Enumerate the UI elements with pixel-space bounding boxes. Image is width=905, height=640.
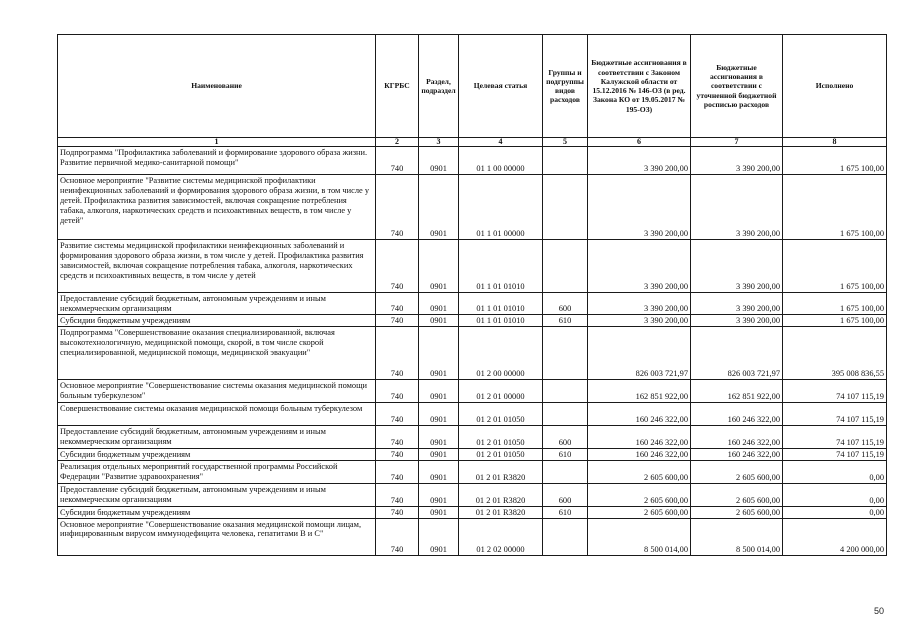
row-refined-amount: 3 390 200,00 <box>691 147 783 175</box>
row-kgrbs: 740 <box>376 460 419 483</box>
row-section: 0901 <box>419 425 459 448</box>
row-law-amount: 3 390 200,00 <box>588 175 691 240</box>
row-name: Субсидии бюджетным учреждениям <box>58 314 376 326</box>
header-law-allocations: Бюджетные ассигнования в соответствии с Законом Калужской области от 15.12.2016 № 146-ОЗ (в ред. Закона КО от 19.05.2017 № 195-ОЗ) <box>588 35 691 138</box>
row-done-amount: 1 675 100,00 <box>783 147 887 175</box>
row-name: Подпрограмма "Профилактика заболеваний и формирование здорового образа жизни. Развитие первичной медико-санитарной помощи" <box>58 147 376 175</box>
row-section: 0901 <box>419 293 459 315</box>
row-section: 0901 <box>419 147 459 175</box>
row-target: 01 2 00 00000 <box>459 326 543 379</box>
row-law-amount: 160 246 322,00 <box>588 402 691 425</box>
row-target: 01 1 01 00000 <box>459 175 543 240</box>
row-refined-amount: 2 605 600,00 <box>691 460 783 483</box>
row-kgrbs: 740 <box>376 506 419 518</box>
row-done-amount: 1 675 100,00 <box>783 314 887 326</box>
row-name: Совершенствование системы оказания медицинской помощи больным туберкулезом <box>58 402 376 425</box>
row-group <box>543 240 588 293</box>
row-name: Основное мероприятие "Развитие системы медицинской профилактики неинфекционных заболеваний и формирования здорового образа жизни, в том числе у детей. Профилактика развития зависимостей, включая сокращение потребления табака, алкоголя, наркотических средств и психоактивных веществ, в том числе у детей" <box>58 175 376 240</box>
table-header <box>58 35 887 147</box>
row-name: Развитие системы медицинской профилактики неинфекционных заболеваний и формирования здорового образа жизни, в том числе у детей. Профилактика развития зависимостей, включая сокращение потребления табака, алкоголя, наркотических средств и психоактивных веществ, в том числе у детей <box>58 240 376 293</box>
row-group: 600 <box>543 483 588 506</box>
row-name: Реализация отдельных мероприятий государственной программы Российской Федерации "Развитие здравоохранения" <box>58 460 376 483</box>
row-name: Субсидии бюджетным учреждениям <box>58 506 376 518</box>
budget-table <box>57 34 887 556</box>
row-done-amount: 0,00 <box>783 483 887 506</box>
row-law-amount: 826 003 721,97 <box>588 326 691 379</box>
row-law-amount: 3 390 200,00 <box>588 293 691 315</box>
table-row <box>58 379 887 402</box>
row-done-amount: 74 107 115,19 <box>783 402 887 425</box>
header-done: Исполнено <box>783 35 887 138</box>
row-name: Основное мероприятие "Совершенствование оказания медицинской помощи лицам, инфицированным вирусом иммунодефицита человека, гепатитами В и С" <box>58 518 376 555</box>
row-refined-amount: 162 851 922,00 <box>691 379 783 402</box>
column-number-row <box>58 138 887 147</box>
column-number: 8 <box>783 138 887 147</box>
row-refined-amount: 826 003 721,97 <box>691 326 783 379</box>
row-law-amount: 2 605 600,00 <box>588 506 691 518</box>
row-kgrbs: 740 <box>376 147 419 175</box>
table-row <box>58 425 887 448</box>
row-target: 01 2 01 R3820 <box>459 460 543 483</box>
row-group <box>543 518 588 555</box>
row-section: 0901 <box>419 314 459 326</box>
row-refined-amount: 160 246 322,00 <box>691 448 783 460</box>
row-done-amount: 395 008 836,55 <box>783 326 887 379</box>
table-row <box>58 448 887 460</box>
row-law-amount: 3 390 200,00 <box>588 240 691 293</box>
row-section: 0901 <box>419 483 459 506</box>
row-kgrbs: 740 <box>376 326 419 379</box>
row-kgrbs: 740 <box>376 293 419 315</box>
row-done-amount: 74 107 115,19 <box>783 379 887 402</box>
row-refined-amount: 2 605 600,00 <box>691 506 783 518</box>
row-kgrbs: 740 <box>376 402 419 425</box>
row-group: 600 <box>543 293 588 315</box>
header-target: Целевая статья <box>459 35 543 138</box>
row-name: Основное мероприятие "Совершенствование системы оказания медицинской помощи больным туберкулезом" <box>58 379 376 402</box>
table-body <box>58 147 887 556</box>
header-refined-allocations: Бюджетные ассигнования в соответствии с уточненной бюджетной росписью расходов <box>691 35 783 138</box>
column-number: 5 <box>543 138 588 147</box>
row-group <box>543 175 588 240</box>
row-refined-amount: 2 605 600,00 <box>691 483 783 506</box>
row-refined-amount: 160 246 322,00 <box>691 402 783 425</box>
header-groups: Группы и подгруппы видов расходов <box>543 35 588 138</box>
row-group: 610 <box>543 448 588 460</box>
row-refined-amount: 3 390 200,00 <box>691 293 783 315</box>
table-row <box>58 483 887 506</box>
row-target: 01 2 01 01050 <box>459 448 543 460</box>
row-target: 01 2 01 R3820 <box>459 506 543 518</box>
row-done-amount: 1 675 100,00 <box>783 240 887 293</box>
row-refined-amount: 3 390 200,00 <box>691 314 783 326</box>
row-law-amount: 160 246 322,00 <box>588 448 691 460</box>
row-target: 01 1 01 01010 <box>459 314 543 326</box>
row-group: 610 <box>543 314 588 326</box>
row-law-amount: 2 605 600,00 <box>588 483 691 506</box>
row-done-amount: 0,00 <box>783 460 887 483</box>
row-name: Подпрограмма "Совершенствование оказания специализированной, включая высокотехнологичную, медицинской помощи, скорой, в том числе скорой специализированной, медицинской помощи, медицинской эвакуации" <box>58 326 376 379</box>
row-law-amount: 3 390 200,00 <box>588 314 691 326</box>
table-row <box>58 460 887 483</box>
row-kgrbs: 740 <box>376 175 419 240</box>
row-section: 0901 <box>419 402 459 425</box>
table-row <box>58 506 887 518</box>
row-target: 01 1 00 00000 <box>459 147 543 175</box>
row-refined-amount: 160 246 322,00 <box>691 425 783 448</box>
column-number: 6 <box>588 138 691 147</box>
row-kgrbs: 740 <box>376 483 419 506</box>
row-group <box>543 147 588 175</box>
row-section: 0901 <box>419 175 459 240</box>
row-refined-amount: 8 500 014,00 <box>691 518 783 555</box>
column-number: 1 <box>58 138 376 147</box>
header-name: Наименование <box>58 35 376 138</box>
row-section: 0901 <box>419 326 459 379</box>
header-row <box>58 35 887 138</box>
row-group: 600 <box>543 425 588 448</box>
row-section: 0901 <box>419 240 459 293</box>
row-done-amount: 1 675 100,00 <box>783 175 887 240</box>
row-name: Предоставление субсидий бюджетным, автономным учреждениям и иным некоммерческим организациям <box>58 483 376 506</box>
table-row <box>58 402 887 425</box>
column-number: 2 <box>376 138 419 147</box>
row-kgrbs: 740 <box>376 379 419 402</box>
row-law-amount: 2 605 600,00 <box>588 460 691 483</box>
row-target: 01 1 01 01010 <box>459 293 543 315</box>
row-refined-amount: 3 390 200,00 <box>691 175 783 240</box>
row-name: Предоставление субсидий бюджетным, автономным учреждениям и иным некоммерческим организациям <box>58 293 376 315</box>
row-kgrbs: 740 <box>376 240 419 293</box>
row-target: 01 2 01 R3820 <box>459 483 543 506</box>
header-kgrbs: КГРБС <box>376 35 419 138</box>
table-row <box>58 326 887 379</box>
row-group <box>543 402 588 425</box>
header-section: Раздел, подраздел <box>419 35 459 138</box>
row-section: 0901 <box>419 518 459 555</box>
table-row <box>58 240 887 293</box>
row-kgrbs: 740 <box>376 314 419 326</box>
row-kgrbs: 740 <box>376 448 419 460</box>
row-law-amount: 8 500 014,00 <box>588 518 691 555</box>
column-number: 3 <box>419 138 459 147</box>
row-done-amount: 1 675 100,00 <box>783 293 887 315</box>
table-row <box>58 518 887 555</box>
table-row <box>58 314 887 326</box>
column-number: 7 <box>691 138 783 147</box>
table-row <box>58 293 887 315</box>
row-name: Субсидии бюджетным учреждениям <box>58 448 376 460</box>
row-done-amount: 74 107 115,19 <box>783 425 887 448</box>
row-target: 01 2 01 01050 <box>459 402 543 425</box>
row-refined-amount: 3 390 200,00 <box>691 240 783 293</box>
page-number: 50 <box>874 606 885 616</box>
row-target: 01 2 01 01050 <box>459 425 543 448</box>
row-section: 0901 <box>419 448 459 460</box>
table-row <box>58 147 887 175</box>
row-target: 01 2 02 00000 <box>459 518 543 555</box>
row-section: 0901 <box>419 506 459 518</box>
row-group: 610 <box>543 506 588 518</box>
row-done-amount: 4 200 000,00 <box>783 518 887 555</box>
row-law-amount: 162 851 922,00 <box>588 379 691 402</box>
row-group <box>543 460 588 483</box>
row-target: 01 2 01 00000 <box>459 379 543 402</box>
column-number: 4 <box>459 138 543 147</box>
row-done-amount: 74 107 115,19 <box>783 448 887 460</box>
row-law-amount: 3 390 200,00 <box>588 147 691 175</box>
table-row <box>58 175 887 240</box>
row-section: 0901 <box>419 379 459 402</box>
row-kgrbs: 740 <box>376 425 419 448</box>
row-law-amount: 160 246 322,00 <box>588 425 691 448</box>
row-name: Предоставление субсидий бюджетным, автономным учреждениям и иным некоммерческим организациям <box>58 425 376 448</box>
row-group <box>543 326 588 379</box>
row-section: 0901 <box>419 460 459 483</box>
row-target: 01 1 01 01010 <box>459 240 543 293</box>
row-kgrbs: 740 <box>376 518 419 555</box>
row-done-amount: 0,00 <box>783 506 887 518</box>
row-group <box>543 379 588 402</box>
